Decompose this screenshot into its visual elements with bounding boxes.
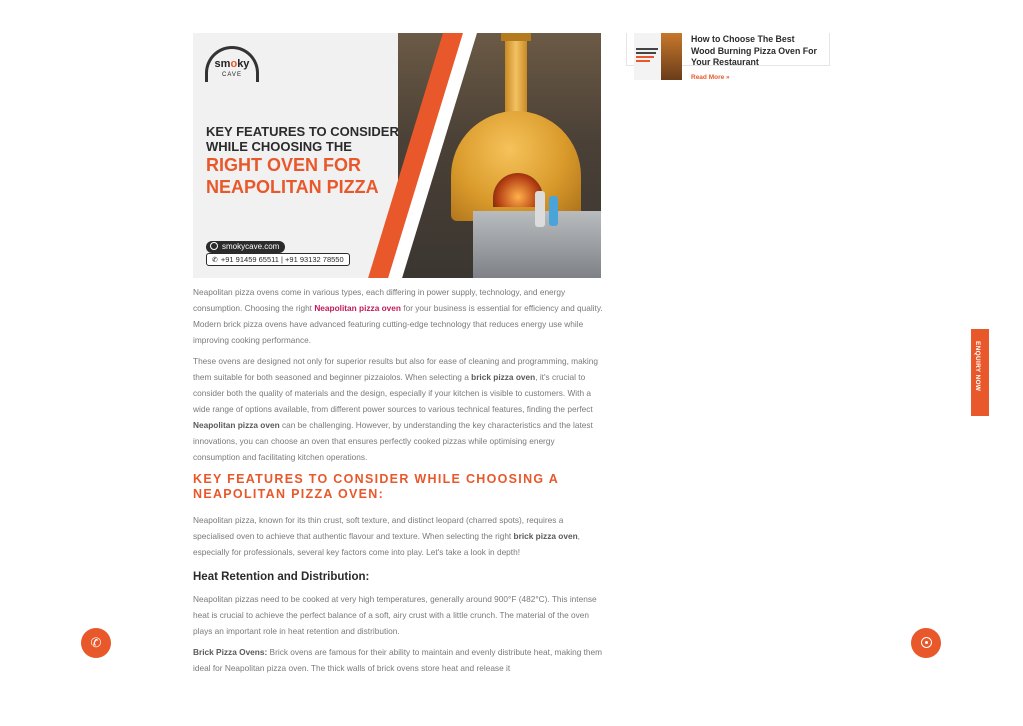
enquiry-now-tab[interactable] xyxy=(971,329,989,416)
section-heading: KEY FEATURES TO CONSIDER WHILE CHOOSING A NEAPOLITAN PIZZA OVEN: xyxy=(193,472,559,501)
logo-subtext: CAVE xyxy=(222,72,242,78)
call-button[interactable] xyxy=(81,628,111,658)
related-post-thumbnail[interactable] xyxy=(634,33,682,80)
banner-headline: KEY FEATURES TO CONSIDER WHILE CHOOSING THE xyxy=(206,124,399,154)
phone-icon: ✆ xyxy=(90,635,102,650)
subsection-heading: Heat Retention and Distribution: xyxy=(193,571,370,583)
related-post-title[interactable]: How to Choose The Best Wood Burning Pizza Oven For Your Restaurant xyxy=(691,34,817,67)
read-more-link[interactable]: Read More » xyxy=(691,74,730,81)
oven-chimney-cap xyxy=(501,33,531,41)
phone-icon: ✆ xyxy=(212,257,218,264)
paragraph: Neapolitan pizzas need to be cooked at very high temperatures, generally around 900°F (482°C). This intense heat is crucial to achieve the perfect balance of a soft, airy crust with a little crunch. The material of the oven plays an important role in heat retention and distribution. xyxy=(193,594,597,636)
globe-icon xyxy=(210,242,218,250)
bottle xyxy=(549,196,558,226)
paragraph: These ovens are designed not only for superior results but also for ease of cleaning and programming, making them suitable for both seasoned and beginner pizzaiolos. When selecting a brick pizza oven, it's crucial to consider both the quality of materials and the design, especially if your kitchen is visible to customers. With a wide range of options available, from different power sources to various technical features, finding the perfect Neapolitan pizza oven can be challenging. However, by understanding the key characteristics and the latest innovations, you can choose an oven that ensures perfectly cooked pizzas while optimising energy consumption and facilitating kitchen operations. xyxy=(193,356,598,462)
featured-image xyxy=(193,33,601,278)
paragraph: Neapolitan pizza, known for its thin crust, soft texture, and distinct leopard (charred spots), requires a specialised oven to achieve that authentic flavour and texture. When selecting the right brick pizza oven, especially for professionals, several key factors come into play. Let's take a look in depth! xyxy=(193,515,580,557)
whatsapp-icon xyxy=(921,637,932,648)
logo-text: smoky xyxy=(214,58,250,70)
banner-phone xyxy=(206,253,350,266)
paragraph: Brick Pizza Ovens: Brick ovens are famous for their ability to maintain and evenly distribute heat, making them ideal for Neapolitan pizza oven. The thick walls of brick ovens store heat and release it xyxy=(193,647,603,673)
article-body xyxy=(193,284,603,681)
intro-paragraph: Neapolitan pizza ovens come in various types, each differing in power supply, technology, and energy consumption. Choosing the right Neapolitan pizza oven for your business is essential for efficiency and quality. Modern brick pizza ovens have advanced featuring cutting-edge technology that reduces energy use while improving cooking performance. xyxy=(193,287,603,345)
brand-logo xyxy=(205,46,259,82)
oven-chimney xyxy=(505,38,527,116)
banner-website xyxy=(206,241,285,253)
banner-headline-accent: RIGHT OVEN FOR NEAPOLITAN PIZZA xyxy=(206,155,379,197)
enquiry-label: ENQUIRY NOW xyxy=(974,341,981,392)
website-text: smokycave.com xyxy=(222,242,280,251)
bottle xyxy=(535,191,545,227)
phone-text: +91 91459 65511 | +91 93132 78550 xyxy=(220,255,344,264)
neapolitan-oven-link[interactable]: Neapolitan pizza oven xyxy=(314,303,401,313)
whatsapp-button[interactable] xyxy=(911,628,941,658)
